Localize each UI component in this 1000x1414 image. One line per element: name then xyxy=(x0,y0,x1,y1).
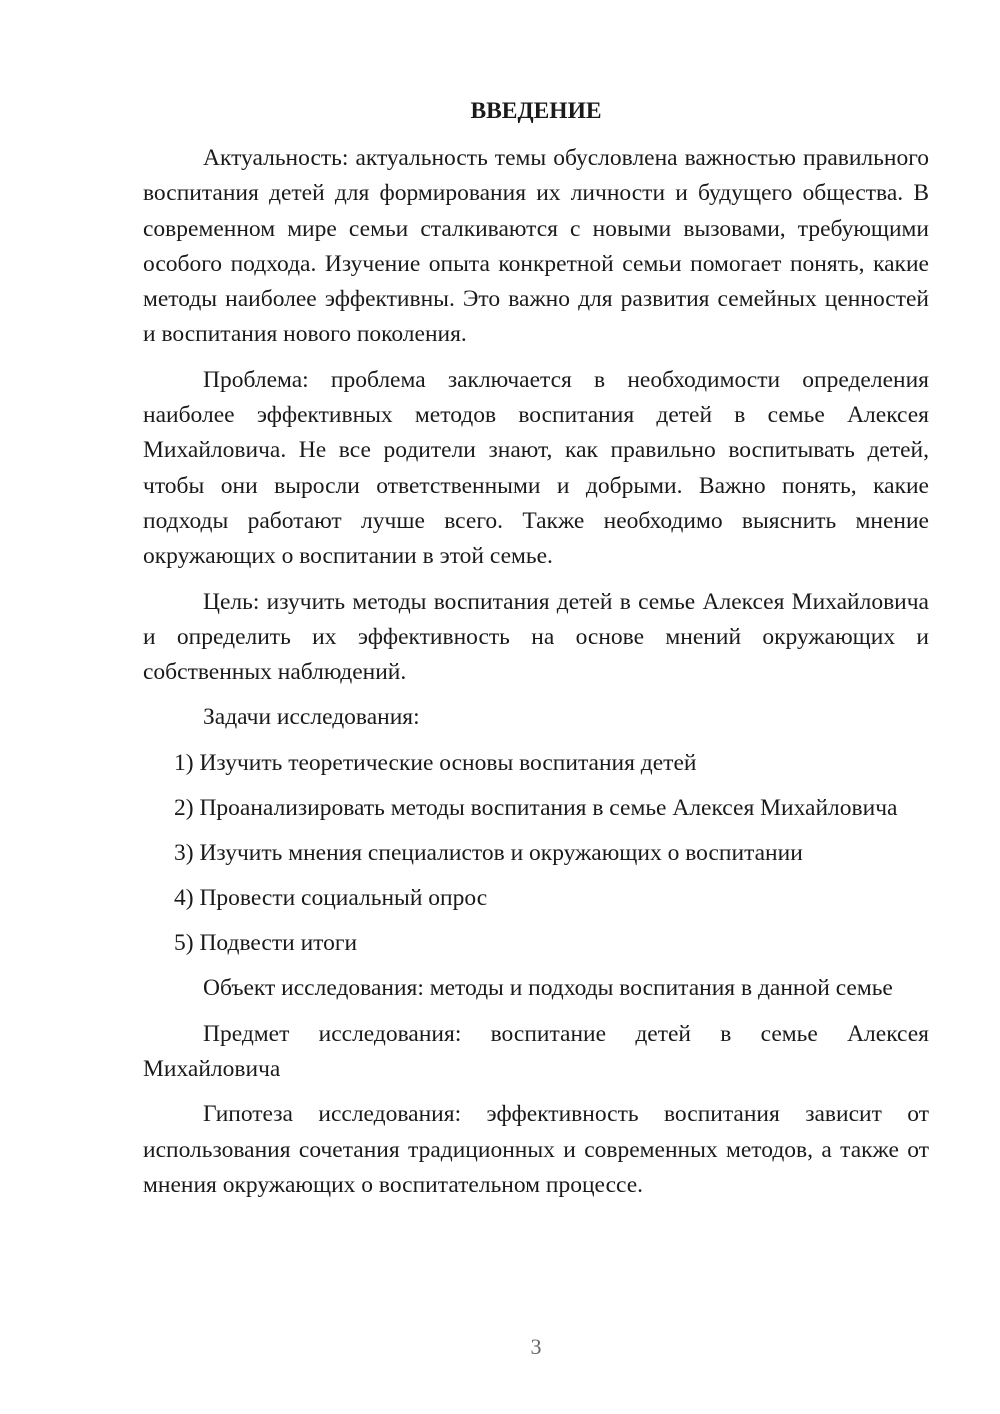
page-number: 3 xyxy=(530,1334,542,1359)
hypothesis-paragraph: Гипотеза исследования: эффективность воспитания зависит от использования сочетания традиционных и современных методов, а также от мнения окружающих о воспитательном процессе. xyxy=(143,1101,929,1198)
subject-paragraph: Предмет исследования: воспитание детей в семье Алексея Михайловича xyxy=(143,1020,929,1083)
object-paragraph: Объект исследования: методы и подходы воспитания в данной семье xyxy=(203,975,893,1002)
goal-paragraph: Цель: изучить методы воспитания детей в семье Алексея Михайловича и определить их эффективность на основе мнений окружающих и собственных наблюдений. xyxy=(143,588,929,686)
page-content xyxy=(143,95,929,1213)
page-title: ВВЕДЕНИЕ xyxy=(470,98,602,124)
tasks-heading: Задачи исследования: xyxy=(203,704,420,731)
problem-paragraph: Проблема: проблема заключается в необходимости определения наиболее эффективных методов воспитания детей в семье Алексея Михайловича. Не все родители знают, как правильно воспитывать детей, чтобы они выросли ответственными и добрыми. Важно понять, какие подходы работают лучше всего. Также необходимо выяснить мнение окружающих о воспитании в этой семье. xyxy=(143,366,929,570)
task-item: 3) Изучить мнения специалистов и окружающих о воспитании xyxy=(174,840,803,867)
task-item: 1) Изучить теоретические основы воспитания детей xyxy=(174,750,697,777)
task-item: 5) Подвести итоги xyxy=(174,930,358,957)
relevance-paragraph: Актуальность: актуальность темы обусловлена важностью правильного воспитания детей для формирования их личности и будущего общества. В современном мире семьи сталкиваются с новыми вызовами, требующими особого подхода. Изучение опыта конкретной семьи помогает понять, какие методы наиболее эффективны. Это важно для развития семейных ценностей и воспитания нового поколения. xyxy=(143,145,929,348)
task-item: 4) Провести социальный опрос xyxy=(174,885,488,912)
task-item: 2) Проанализировать методы воспитания в семье Алексея Михайловича xyxy=(174,795,898,822)
